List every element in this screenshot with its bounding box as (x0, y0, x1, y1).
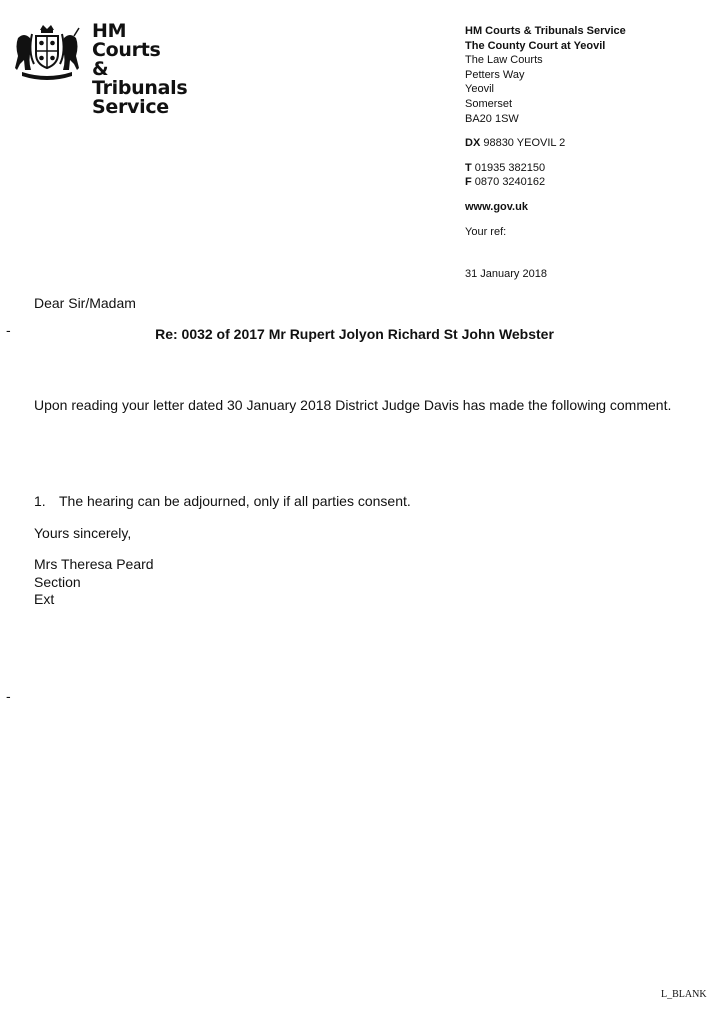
logo-line-2: & Tribunals (92, 58, 188, 99)
sender-postcode: BA20 1SW (465, 112, 519, 125)
hmcts-logo (14, 20, 199, 118)
sender-building: The Law Courts (465, 54, 543, 67)
sender-address-block (465, 24, 715, 282)
dx-label: DX (465, 137, 481, 150)
signatory-extension: Ext (34, 591, 55, 607)
telephone-line (465, 161, 715, 176)
signature-block (34, 556, 154, 609)
telephone-label: T (465, 161, 472, 174)
fax-value: 0870 3240162 (471, 176, 546, 189)
fax-line (465, 175, 715, 190)
telephone-value: 01935 382150 (471, 161, 546, 174)
salutation: Dear Sir/Madam (34, 295, 136, 311)
numbered-item (34, 493, 411, 511)
dx-line (465, 136, 715, 151)
subject-text: Re: 0032 of 2017 Mr Rupert Jolyon Richard St John Webster (155, 326, 554, 342)
item-number: 1. (34, 493, 46, 509)
sender-court: The County Court at Yeovil (465, 39, 606, 52)
sender-street: Petters Way (465, 68, 525, 81)
royal-coat-of-arms-icon (14, 24, 80, 80)
footer-template-code: L_BLANK (661, 989, 707, 1000)
your-reference: Your ref: (465, 225, 507, 238)
signatory-section: Section (34, 573, 81, 590)
logo-line-1: HM Courts (92, 20, 161, 61)
fax-label: F (465, 176, 472, 189)
sender-town: Yeovil (465, 83, 494, 96)
logo-wordmark (92, 22, 199, 117)
letter-date: 31 January 2018 (465, 268, 547, 281)
sender-organisation: HM Courts & Tribunals Service (465, 25, 626, 37)
website-link[interactable]: www.gov.uk (465, 200, 528, 213)
sender-county: Somerset (465, 97, 513, 110)
margin-mark: - (6, 688, 11, 704)
dx-value: 98830 YEOVIL 2 (480, 137, 566, 150)
closing: Yours sincerely, (34, 525, 132, 541)
item-text: The hearing can be adjourned, only if all parties consent. (59, 493, 411, 509)
margin-mark: - (6, 322, 11, 338)
signatory-name: Mrs Theresa Peard (34, 556, 154, 572)
logo-line-3: Service (92, 96, 169, 118)
subject-line (0, 326, 725, 342)
body-paragraph: Upon reading your letter dated 30 January 2018 District Judge Davis has made the following comment. (34, 397, 672, 413)
